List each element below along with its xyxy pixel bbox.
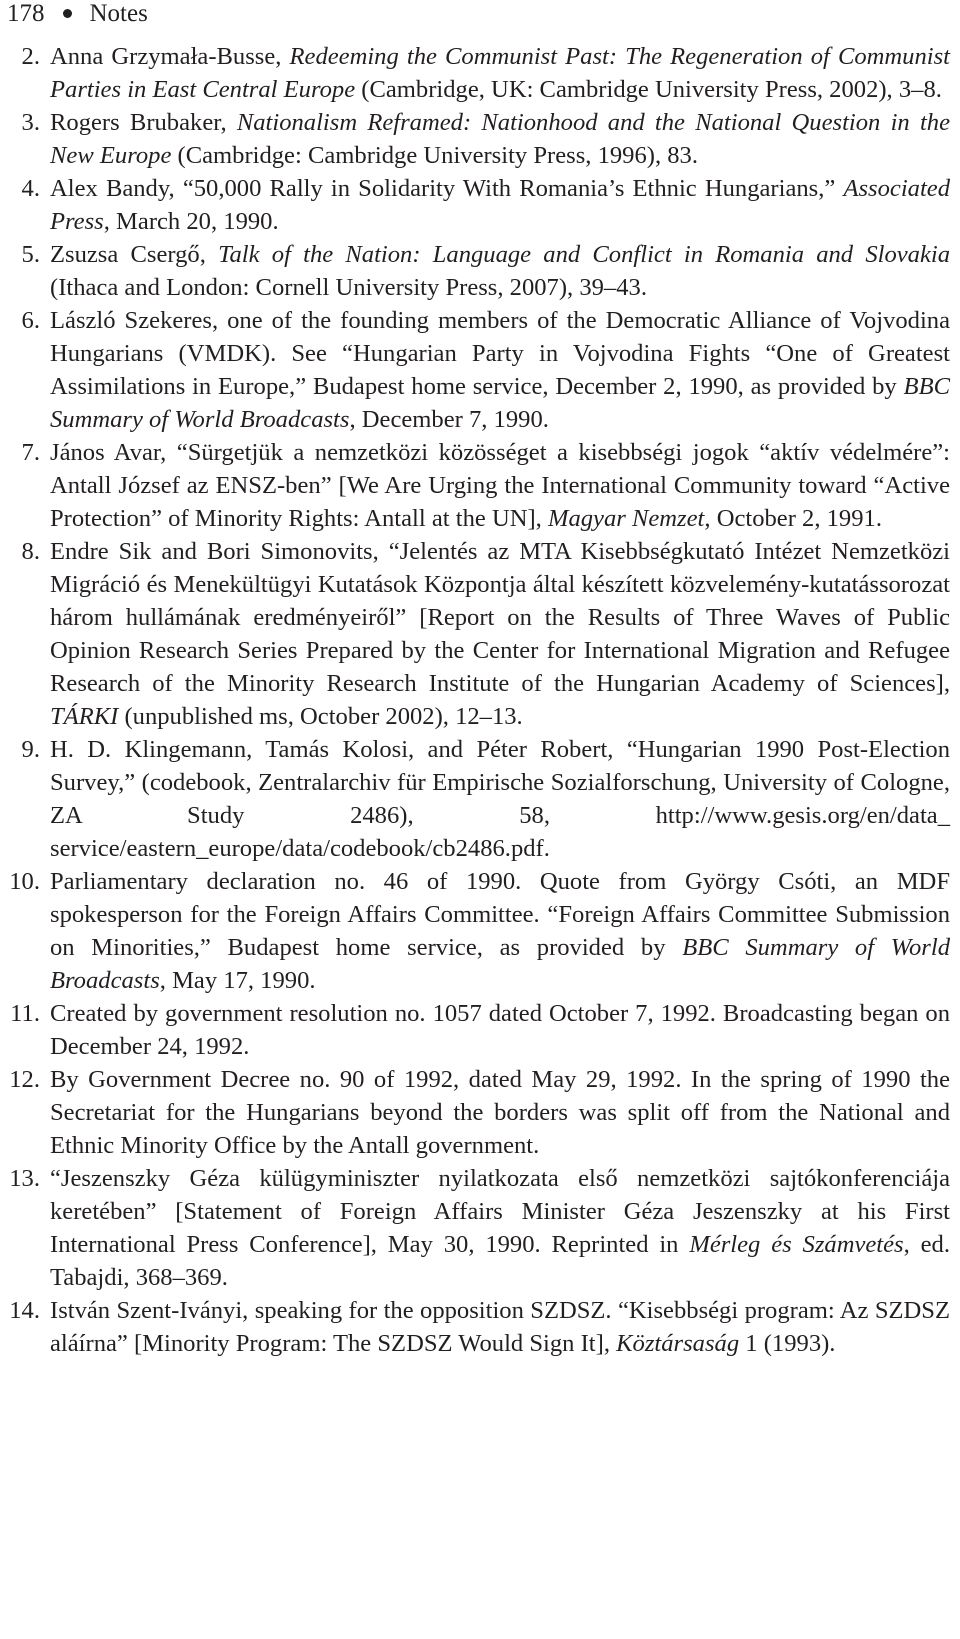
endnote <box>0 1294 960 1360</box>
endnote-number: 5. <box>21 241 40 268</box>
endnote <box>0 304 960 436</box>
endnote-text-run: Parliamentary declaration no. 46 of 1990. Quote from György Csóti, an MDF spokesperson for the Foreign Affairs Committee. “Foreign Affairs Committee Submission on Minorities,” Budapest home service, as provided by <box>50 868 950 961</box>
endnote-text-run: László Szekeres, one of the founding members of the Democratic Alliance of Vojvodina Hungarians (VMDK). See “Hungarian Party in Vojvodina Fights “One of Greatest Assimilations in Europe,” Budapest home service, December 2, 1990, as provided by <box>50 307 950 400</box>
endnote-number: 12. <box>9 1066 40 1093</box>
endnote-title-italic: Redeeming the Communist Past: The Regeneration of Communist Parties in East Central Europe <box>50 43 950 103</box>
endnote-text-run: , October 2, 1991. <box>704 505 882 532</box>
endnote-text <box>50 439 950 532</box>
endnote-text-run: Endre Sik and Bori Simonovits, “Jelentés az MTA Kisebbségkutató Intézet Nemzetközi Migráció és Menekültügyi Kutatások Központja által készített közvelemény-kutatássorozat három hullámának eredményeiről” [Report on the Results of Three Waves of Public Opinion Research Series Prepared by the Center for International Migration and Refugee Research of the Minority Research Institute of the Hungarian Academy of Sciences], <box>50 538 950 697</box>
endnote-text <box>50 1297 950 1357</box>
endnote-text-run: (Ithaca and London: Cornell University Press, 2007), 39–43. <box>50 274 647 301</box>
endnote-title-italic: Associated Press <box>50 175 950 235</box>
endnote-text-run: By Government Decree no. 90 of 1992, dated May 29, 1992. In the spring of 1990 the Secretariat for the Hungarians beyond the borders was split off from the National and Ethnic Minority Office by the Antall government. <box>50 1066 950 1159</box>
endnote-text <box>50 109 950 169</box>
endnote-number: 11. <box>10 1000 40 1027</box>
endnote <box>0 997 960 1063</box>
endnote <box>0 1063 960 1162</box>
endnote-text-run: (Cambridge, UK: Cambridge University Press, 2002), 3–8. <box>355 76 942 103</box>
endnote <box>0 436 960 535</box>
endnote-text-run: Alex Bandy, “50,000 Rally in Solidarity With Romania’s Ethnic Hungarians,” <box>50 175 844 202</box>
page-number: 178 <box>7 0 45 27</box>
endnote-text <box>50 538 950 730</box>
endnote-number: 9. <box>21 736 40 763</box>
endnote-number: 3. <box>21 109 40 136</box>
endnote-text <box>50 1000 950 1060</box>
endnote-text-run: “Jeszenszky Géza külügyminiszter nyilatkozata első nemzetközi sajtókonferenciája keretében” [Statement of Foreign Affairs Minister Géza Jeszenszky at his First International Press Conference], May 30, 1990. Reprinted in <box>50 1165 950 1258</box>
endnote-text <box>50 1165 950 1291</box>
endnote-text-run: , May 17, 1990. <box>159 967 316 994</box>
endnote-number: 7. <box>21 439 40 466</box>
endnote <box>0 733 960 865</box>
endnote <box>0 865 960 997</box>
endnote-text-run: 1 (1993). <box>739 1330 836 1357</box>
endnote-number: 6. <box>21 307 40 334</box>
running-header <box>7 0 148 28</box>
endnote-number: 2. <box>21 43 40 70</box>
endnote-title-italic: Nationalism Reframed: Nationhood and the National Question in the New Europe <box>50 109 950 169</box>
endnote-text-run: (unpublished ms, October 2002), 12–13. <box>118 703 523 730</box>
endnote-title-italic: BBC Summary of World Broadcasts <box>50 373 950 433</box>
endnote-text <box>50 736 950 862</box>
endnote-text <box>50 175 950 235</box>
endnote <box>0 40 960 106</box>
endnote-text <box>50 307 950 433</box>
endnote-number: 10. <box>9 868 40 895</box>
endnote-text-run: János Avar, “Sürgetjük a nemzetközi közösséget a kisebbségi jogok “aktív védelmére”: Antall József az ENSZ-ben” [We Are Urging the International Community toward “Active Protection” of Minority Rights: Antall at the UN], <box>50 439 950 532</box>
endnote-number: 8. <box>21 538 40 565</box>
endnote-title-italic: Magyar Nemzet <box>547 505 705 532</box>
endnote-text-run: Created by government resolution no. 1057 dated October 7, 1992. Broadcasting began on December 24, 1992. <box>50 1000 950 1060</box>
endnote <box>0 535 960 733</box>
endnote-text-run: , March 20, 1990. <box>103 208 279 235</box>
endnote-text-run: (Cambridge: Cambridge University Press, 1996), 83. <box>171 142 698 169</box>
endnote <box>0 1162 960 1294</box>
endnote-text <box>50 868 950 994</box>
endnote-title-italic: BBC Summary of World Broadcasts <box>50 934 950 994</box>
endnote-text <box>50 241 950 301</box>
endnote-text <box>50 1066 950 1159</box>
endnote <box>0 106 960 172</box>
endnote-text-run: Rogers Brubaker, <box>50 109 237 136</box>
endnote <box>0 238 960 304</box>
bullet-separator-icon <box>63 9 72 18</box>
endnote-title-italic: Mérleg és Számvetés <box>689 1231 904 1258</box>
endnote-text-run: Anna Grzymała-Busse, <box>50 43 290 70</box>
endnote-title-italic: Köztársaság <box>616 1330 740 1357</box>
section-title: Notes <box>89 0 148 27</box>
endnote-title-italic: Talk of the Nation: Language and Conflict in Romania and Slovakia <box>218 241 951 268</box>
endnote-text-run: H. D. Klingemann, Tamás Kolosi, and Péter Robert, “Hungarian 1990 Post-Election Survey,” (codebook, Zentralarchiv für Empirische Sozialforschung, University of Cologne, ZA Study 2486), 58, http://www.gesis.org/en/data_ service/eastern_europe/data/codebook/cb2486.pdf. <box>50 736 950 862</box>
endnotes-list <box>0 40 960 1360</box>
endnote-text-run: , ed. Tabajdi, 368–369. <box>50 1231 950 1291</box>
endnote-title-italic: TÁRKI <box>50 703 119 730</box>
endnote-number: 13. <box>9 1165 40 1192</box>
endnote-text-run: , December 7, 1990. <box>349 406 549 433</box>
endnote-text-run: Zsuzsa Csergő, <box>50 241 219 268</box>
endnote-number: 14. <box>9 1297 40 1324</box>
endnote-text-run: István Szent-Iványi, speaking for the opposition SZDSZ. “Kisebbségi program: Az SZDSZ aláírna” [Minority Program: The SZDSZ Would Sign It], <box>50 1297 950 1357</box>
endnote-number: 4. <box>21 175 40 202</box>
endnote-text <box>50 43 950 103</box>
endnote <box>0 172 960 238</box>
